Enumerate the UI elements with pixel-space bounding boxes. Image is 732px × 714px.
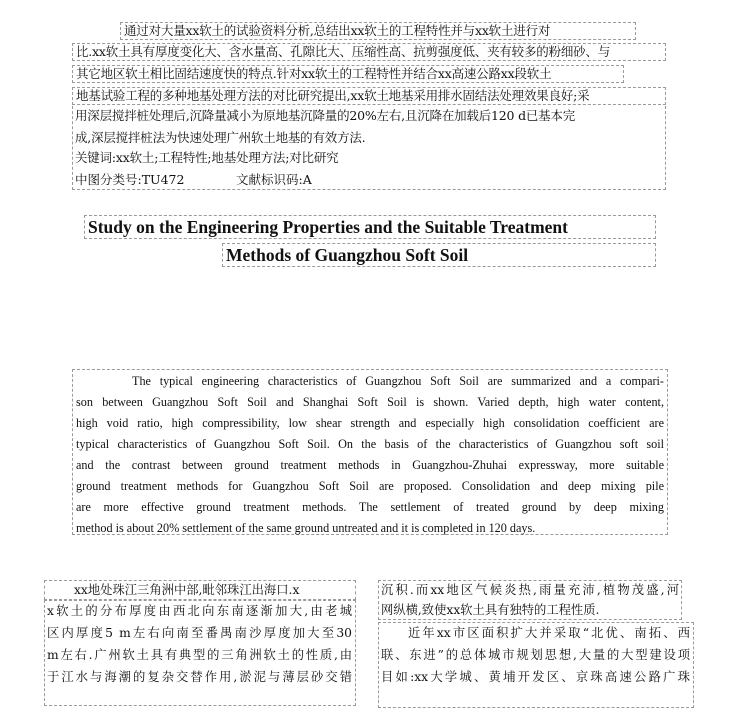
right-col-line-3: 近年xx市区面积扩大并采取“北优、南拓、西 xyxy=(408,626,690,640)
right-col-line-5: 目如:xx大学城、黄埔开发区、京珠高速公路广珠 xyxy=(381,670,690,684)
right-col-line-1: 沉积.而xx地区气候炎热,雨量充沛,植物茂盛,河 xyxy=(381,583,679,597)
en-abstract-line-2: son between Guangzhou Soft Soil and Shanghai Soft Soil is shown. Varied depth, high water content, xyxy=(76,395,664,409)
cn-abstract-line-4: 地基试验工程的多种地基处理方法的对比研究提出,xx软土地基采用排水固结法处理效果良好;采 xyxy=(72,87,666,105)
cn-abstract-line-2: 比.xx软土具有厚度变化大、含水量高、孔隙比大、压缩性高、抗剪强度低、夹有较多的粉细砂、与 xyxy=(72,43,666,61)
cn-keywords: 关键词:xx软土;工程特性;地基处理方法;对比研究 xyxy=(75,150,339,165)
en-abstract-line-6: ground treatment methods for Guangzhou Soft Soil are proposed. Consolidation and deep mixing pile xyxy=(76,479,664,493)
left-col-line-3: 区内厚度5 m左右向南至番禺南沙厚度加大至30 xyxy=(47,626,352,640)
left-col-line-2: x软土的分布厚度由西北向东南逐渐加大,由老城 xyxy=(47,604,352,618)
clc-number: 中图分类号:TU472 xyxy=(75,172,185,187)
english-title-line-1: Study on the Engineering Properties and the Suitable Treatment xyxy=(84,215,656,239)
cn-abstract-line-6: 成,深层搅拌桩法为快速处理广州软土地基的有效方法. xyxy=(75,130,366,145)
left-col-line-1: xx地处珠江三角洲中部,毗邻珠江出海口.x xyxy=(74,583,300,597)
cn-abstract-frame xyxy=(72,106,666,190)
en-abstract-line-1: The typical engineering characteristics of Guangzhou Soft Soil are summarized and a compari- xyxy=(132,374,664,388)
english-title-line-2: Methods of Guangzhou Soft Soil xyxy=(222,243,656,267)
document-code: 文献标识码:A xyxy=(236,172,312,187)
en-abstract-line-8: method is about 20% settlement of the same ground untreated and it is completed in 120 days. xyxy=(76,521,536,535)
cn-abstract-line-1: 通过对大量xx软土的试验资料分析,总结出xx软土的工程特性并与xx软土进行对 xyxy=(120,22,636,40)
left-col-line-5: 于江水与海潮的复杂交替作用,淤泥与薄层砂交错 xyxy=(47,670,352,684)
en-abstract-line-4: typical characteristics of Guangzhou Soft Soil. On the basis of the characteristics of Guangzhou soft soil xyxy=(76,437,664,451)
right-col-line-2: 网纵横,致使xx软土具有独特的工程性质. xyxy=(381,603,600,617)
cn-abstract-line-3: 其它地区软土相比固结速度快的特点.针对xx软土的工程特性并结合xx高速公路xx段软土 xyxy=(72,65,624,83)
en-abstract-line-5: and the contrast between ground treatment methods in Guangzhou-Zhuhai expressway, more suitable xyxy=(76,458,664,472)
cn-abstract-line-5: 用深层搅拌桩处理后,沉降量减小为原地基沉降量的20%左右,且沉降在加载后120 d已基本完 xyxy=(75,108,576,123)
right-col-line-4: 联、东进”的总体城市规划思想,大量的大型建设项 xyxy=(381,648,690,662)
en-abstract-line-3: high void ratio, high compressibility, low shear strength and especially high consolidation coefficient are xyxy=(76,416,664,430)
left-col-line-4: m左右.广州软土具有典型的三角洲软土的性质,由 xyxy=(47,648,352,662)
en-abstract-line-7: are more effective ground treatment methods. The settlement of treated ground by deep mixing xyxy=(76,500,664,514)
